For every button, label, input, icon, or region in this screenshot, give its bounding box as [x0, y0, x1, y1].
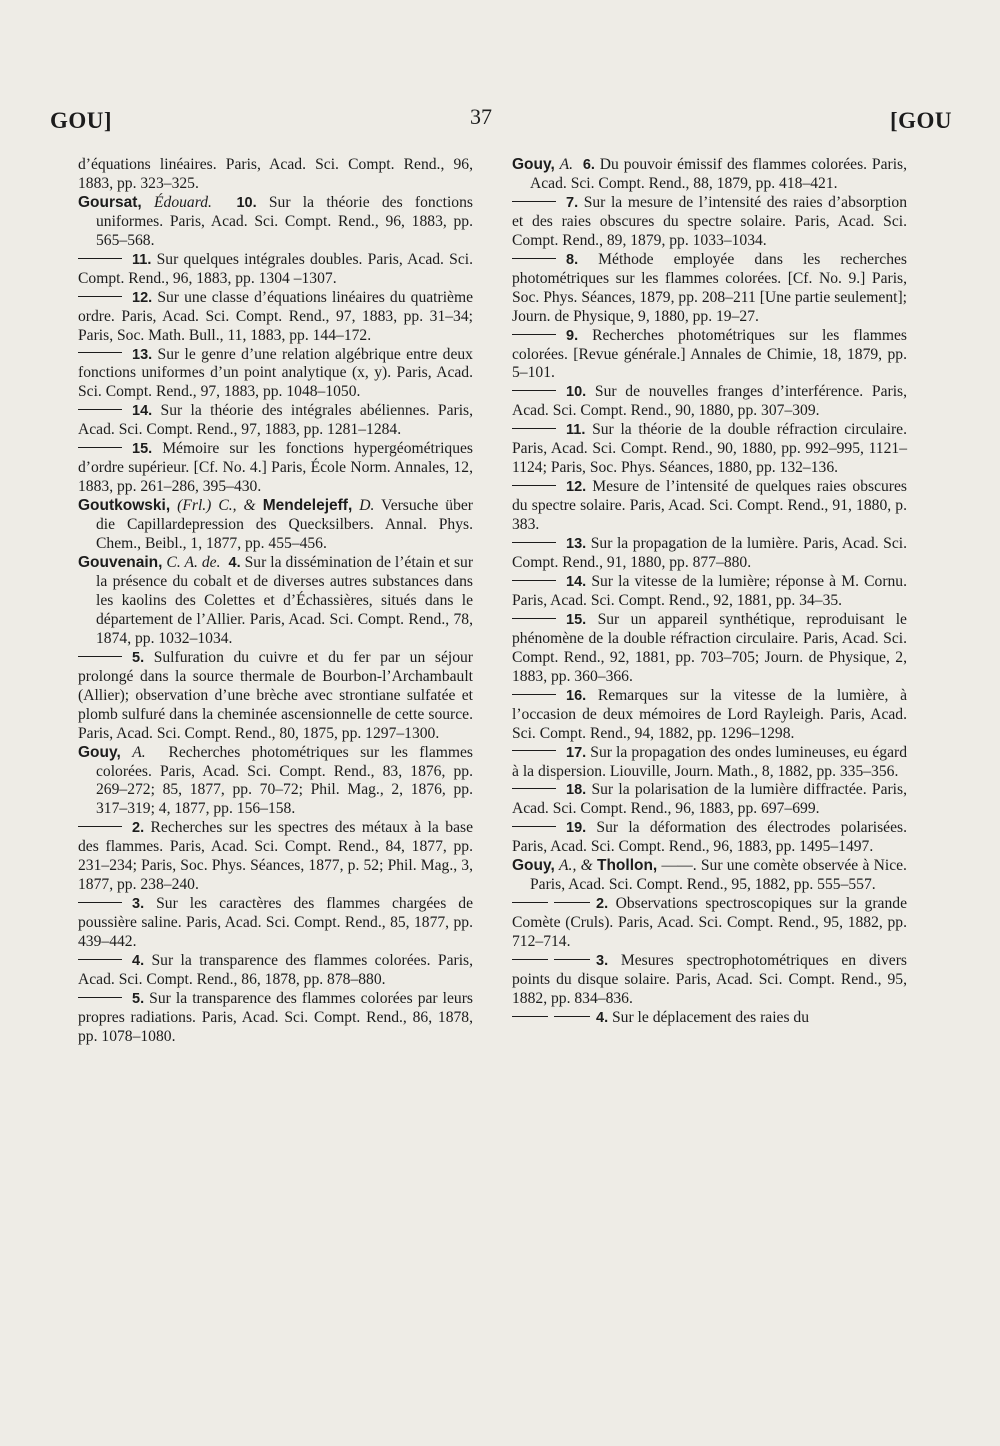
author-name: Gouy,	[512, 156, 555, 173]
ditto-rule	[554, 959, 590, 960]
entry-text: Sur quelques intégrales doubles. Paris, Acad. Sci. Compt. Rend., 96, 1883, pp. 1304 –1307.	[78, 250, 474, 287]
entry	[512, 781, 907, 819]
entry-text: Recherches photométriques sur les flammes colorées. [Revue générale.] Annales de Chimie, 18, 1879, pp. 5–101.	[512, 326, 907, 382]
entry-text: Sur la transparence des flammes colorées. Paris, Acad. Sci. Compt. Rend., 86, 1878, pp. 878–880.	[78, 952, 473, 988]
entry	[512, 251, 907, 327]
entry-number: 5.	[132, 990, 145, 1007]
entry	[512, 819, 907, 857]
left-column	[78, 156, 473, 1047]
entry-number: 3.	[132, 896, 145, 913]
entry-number: 10.	[566, 384, 587, 401]
entry-text: Mesure de l’intensité de quelques raies obscures du spectre solaire. Paris, Acad. Sci. Compt. Rend., 91, 1880, p. 383.	[512, 478, 907, 534]
entry	[512, 156, 907, 194]
entry	[78, 952, 473, 990]
ditto-rule	[512, 959, 548, 960]
ditto-rule	[78, 959, 122, 960]
entry-text: Sur le déplacement des raies du	[612, 1008, 810, 1026]
author-name: Gouvenain,	[78, 554, 163, 572]
entry-number: 18.	[566, 782, 587, 799]
entry-text: Sur la déformation des électrodes polarisées. Paris, Acad. Sci. Compt. Rend., 96, 1883, pp. 1495–1497.	[512, 819, 907, 856]
entry-number: 5.	[132, 649, 145, 666]
entry-text: Sur la transparence des flammes colorées par leurs propres radiations. Paris, Acad. Sci. Compt. Rend., 86, 1878, pp. 1078–1080.	[78, 989, 473, 1045]
ditto-rule	[512, 750, 556, 751]
ditto-rule	[512, 334, 556, 335]
entry	[512, 1009, 907, 1028]
entry	[78, 649, 473, 744]
ditto-rule	[78, 409, 122, 410]
entry-number: 12.	[566, 479, 587, 496]
entry-text: Mémoire sur les fonctions hypergéométriques d’ordre supérieur. [Cf. No. 4.] Paris, École Norm. Annales, 12, 1883, pp. 261–286, 395–430.	[78, 440, 473, 496]
entry	[512, 421, 907, 478]
entry	[78, 346, 473, 403]
entry-number: 13.	[566, 536, 587, 553]
entry-text: Sur la théorie des intégrales abéliennes. Paris, Acad. Sci. Compt. Rend., 97, 1883, pp. 1281–1284.	[78, 402, 474, 439]
page-number: 37	[470, 104, 492, 129]
entry-text: Sur le genre d’une relation algébrique entre deux fonctions uniformes d’un point analytique (x, y). Paris, Acad. Sci. Compt. Rend., 97, 1883, pp. 1048–1050.	[78, 345, 473, 401]
author-forename: C. A. de.	[166, 554, 221, 572]
entry	[512, 478, 907, 535]
ditto-rule	[512, 694, 556, 695]
entry-number: 11.	[132, 251, 152, 268]
ditto-rule	[78, 997, 122, 998]
entry	[78, 744, 473, 820]
author-name: Goursat,	[78, 193, 142, 211]
entry-text: Observations spectroscopiques sur la grande Comète (Cruls). Paris, Acad. Sci. Compt. Rend., 95, 1882, pp. 712–714.	[512, 895, 907, 951]
ditto-rule	[78, 352, 122, 353]
entry	[512, 687, 907, 744]
entry-number: 12.	[132, 289, 153, 306]
ditto-rule	[512, 542, 556, 543]
ditto-rule	[512, 201, 556, 202]
ditto-rule	[512, 788, 556, 789]
entry	[78, 289, 473, 346]
ditto-rule	[512, 390, 556, 391]
entry	[78, 497, 473, 554]
ditto-rule	[512, 485, 556, 486]
author-forename: A., &	[559, 857, 593, 875]
entry-number: 15.	[566, 611, 587, 628]
ditto-rule	[78, 258, 122, 259]
ditto-rule	[78, 296, 122, 297]
entry	[78, 156, 473, 194]
entry-number: 3.	[596, 953, 609, 970]
entry	[512, 383, 907, 421]
coauthor-name: Mendelejeff,	[262, 497, 353, 515]
entry-number: 14.	[132, 403, 153, 420]
entry-text: d’équations linéaires. Paris, Acad. Sci. Compt. Rend., 96, 1883, pp. 323–325.	[78, 156, 473, 192]
entry	[512, 611, 907, 687]
entry-number: 16.	[566, 687, 587, 704]
entry-number: 7.	[566, 194, 579, 211]
entry-text: Recherches photométriques sur les flammes colorées. Paris, Acad. Sci. Compt. Rend., 83, 1876, pp. 269–272; 85, 1877, pp. 70–72; Phil. Mag., 2, 1876, pp. 317–319; 4, 1877, pp. 156–158.	[96, 743, 473, 818]
entry-number: 10.	[236, 194, 257, 211]
entry	[512, 194, 907, 251]
entry-text: Sur la propagation des ondes lumineuses, eu égard à la dispersion. Liouville, Journ. Math., 8, 1882, pp. 335–356.	[512, 743, 907, 780]
ditto-rule	[512, 580, 556, 581]
entry	[512, 573, 907, 611]
ditto-rule	[554, 1016, 590, 1017]
entry-number: 2.	[596, 896, 609, 913]
ditto-rule	[78, 902, 122, 903]
entry-text: Méthode employée dans les recherches photométriques sur les flammes colorées. [Cf. No. 9.] Paris, Soc. Phys. Séances, 1879, pp. 208–211 [Une partie seulement]; Journ. de Physique, 9, 1880, pp. 19–27.	[512, 250, 907, 325]
entry	[512, 535, 907, 573]
entry	[78, 819, 473, 895]
entry-text: Sur la polarisation de la lumière diffractée. Paris, Acad. Sci. Compt. Rend., 96, 1883, pp. 697–699.	[512, 781, 907, 818]
running-head-right: [GOU	[889, 108, 952, 133]
ditto-rule	[512, 428, 556, 429]
coauthor-name: Thollon,	[596, 857, 658, 875]
entry-number: 11.	[566, 422, 586, 439]
entry	[512, 952, 907, 1009]
entry-text: Sur la propagation de la lumière. Paris, Acad. Sci. Compt. Rend., 91, 1880, pp. 877–880.	[512, 535, 907, 572]
entry-number: 15.	[132, 441, 153, 458]
entry-text: Sur la théorie de la double réfraction circulaire. Paris, Acad. Sci. Compt. Rend., 90, 1880, pp. 992–995, 1121–1124; Paris, Soc. Phys. Séances, 1880, pp. 132–136.	[512, 421, 908, 477]
ditto-rule	[78, 447, 122, 448]
entry-text: Sur la mesure de l’intensité des raies d’absorption et des raies obscures du spectre solaire. Paris, Acad. Sci. Compt. Rend., 89, 1879, pp. 1033–1034.	[512, 193, 907, 249]
entry-number: 9.	[566, 327, 579, 344]
entry	[78, 440, 473, 497]
entry	[512, 327, 907, 384]
entry	[78, 895, 473, 952]
entry-number: 19.	[566, 820, 587, 837]
entry-text: Mesures spectrophotométriques en divers points du disque solaire. Paris, Acad. Sci. Compt. Rend., 95, 1882, pp. 834–836.	[512, 952, 907, 1007]
entry-text: Sur un appareil synthétique, reproduisant le phénomène de la double réfraction circulaire. Paris, Acad. Sci. Compt. Rend., 92, 1881, pp. 703–705; Journ. de Physique, 2, 1883, pp. 360–366.	[512, 610, 907, 685]
entry-number: 6.	[582, 157, 595, 173]
author-forename: (Frl.) C., &	[177, 497, 256, 515]
entry-number: 17.	[566, 744, 587, 761]
right-column	[512, 156, 907, 1028]
entry	[512, 744, 907, 782]
entry-number: 4.	[228, 555, 241, 572]
entry-text: Sur une comète observée à Nice. Paris, Acad. Sci. Compt. Rend., 95, 1882, pp. 555–557.	[530, 857, 907, 894]
ditto-rule	[512, 258, 556, 259]
entry-text: Remarques sur la vitesse de la lumière, à l’occasion de deux mémoires de Lord Rayleigh. Paris, Acad. Sci. Compt. Rend., 94, 1882, pp. 1296–1298.	[512, 686, 907, 742]
entry-number: 14.	[566, 573, 587, 590]
entry-text: Sur une classe d’équations linéaires du quatrième ordre. Paris, Acad. Sci. Compt. Rend., 97, 1883, pp. 31–34; Paris, Soc. Math. Bull., 11, 1883, pp. 144–172.	[78, 288, 474, 344]
entry	[78, 251, 473, 289]
coauthor-forename: ——.	[661, 857, 697, 875]
ditto-rule	[554, 902, 590, 903]
entry-text: Sur la théorie des fonctions uniformes. Paris, Acad. Sci. Compt. Rend., 96, 1883, pp. 565–568.	[96, 193, 473, 249]
entry	[78, 194, 473, 251]
entry-text: Sulfuration du cuivre et du fer par un séjour prolongé dans la source thermale de Bourbon-l’Archambault (Allier); observation d’une brèche avec strontiane sulfatée et plomb sulfuré dans la cheminée ascensionnelle de cette source. Paris, Acad. Sci. Compt. Rend., 80, 1875, pp. 1297–1300.	[78, 648, 473, 742]
ditto-rule	[512, 1016, 548, 1017]
entry-text: Versuche über die Capillardepression des Quecksilbers. Annal. Phys. Chem., Beibl., 1, 1877, pp. 455–456.	[96, 497, 474, 553]
entry-text: Sur de nouvelles franges d’interférence. Paris, Acad. Sci. Compt. Rend., 90, 1880, pp. 307–309.	[512, 383, 907, 420]
author-forename: Édouard.	[154, 193, 212, 211]
author-forename: A.	[559, 156, 574, 173]
ditto-rule	[512, 902, 548, 903]
author-name: Gouy,	[78, 743, 121, 761]
entry-text: Sur la dissémination de l’étain et sur la présence du cobalt et de diverses autres substances dans les kaolins des Colettes et d’Échassières, situés dans le département de l’Allier. Paris, Acad. Sci. Compt. Rend., 78, 1874, pp. 1032–1034.	[96, 554, 474, 647]
ditto-rule	[512, 826, 556, 827]
entry-text: Recherches sur les spectres des métaux à la base des flammes. Paris, Acad. Sci. Compt. Rend., 84, 1877, pp. 231–234; Paris, Soc. Phys. Séances, 1877, p. 52; Phil. Mag., 3, 1877, pp. 238–240.	[78, 819, 473, 894]
entry-text: Sur la vitesse de la lumière; réponse à M. Cornu. Paris, Acad. Sci. Compt. Rend., 92, 1881, pp. 34–35.	[512, 572, 908, 609]
entry	[78, 554, 473, 649]
running-head-left: GOU]	[50, 108, 113, 133]
entry	[512, 857, 907, 895]
author-name: Gouy,	[512, 857, 555, 875]
coauthor-forename: D.	[359, 497, 375, 515]
entry-number: 8.	[566, 251, 579, 268]
entry-number: 4.	[596, 1009, 609, 1026]
entry-number: 2.	[132, 820, 145, 837]
ditto-rule	[512, 618, 556, 619]
entry	[512, 895, 907, 952]
entry-text: Du pouvoir émissif des flammes colorées. Paris, Acad. Sci. Compt. Rend., 88, 1879, pp. 418–421.	[530, 156, 908, 192]
entry-text: Sur les caractères des flammes chargées de poussière saline. Paris, Acad. Sci. Compt. Rend., 85, 1877, pp. 439–442.	[78, 895, 473, 951]
author-name: Goutkowski,	[78, 497, 171, 515]
author-forename: A.	[132, 743, 146, 761]
entry	[78, 402, 473, 440]
ditto-rule	[78, 826, 122, 827]
ditto-rule	[78, 656, 122, 657]
entry-number: 4.	[132, 953, 145, 970]
entry-number: 13.	[132, 346, 153, 363]
entry	[78, 990, 473, 1047]
